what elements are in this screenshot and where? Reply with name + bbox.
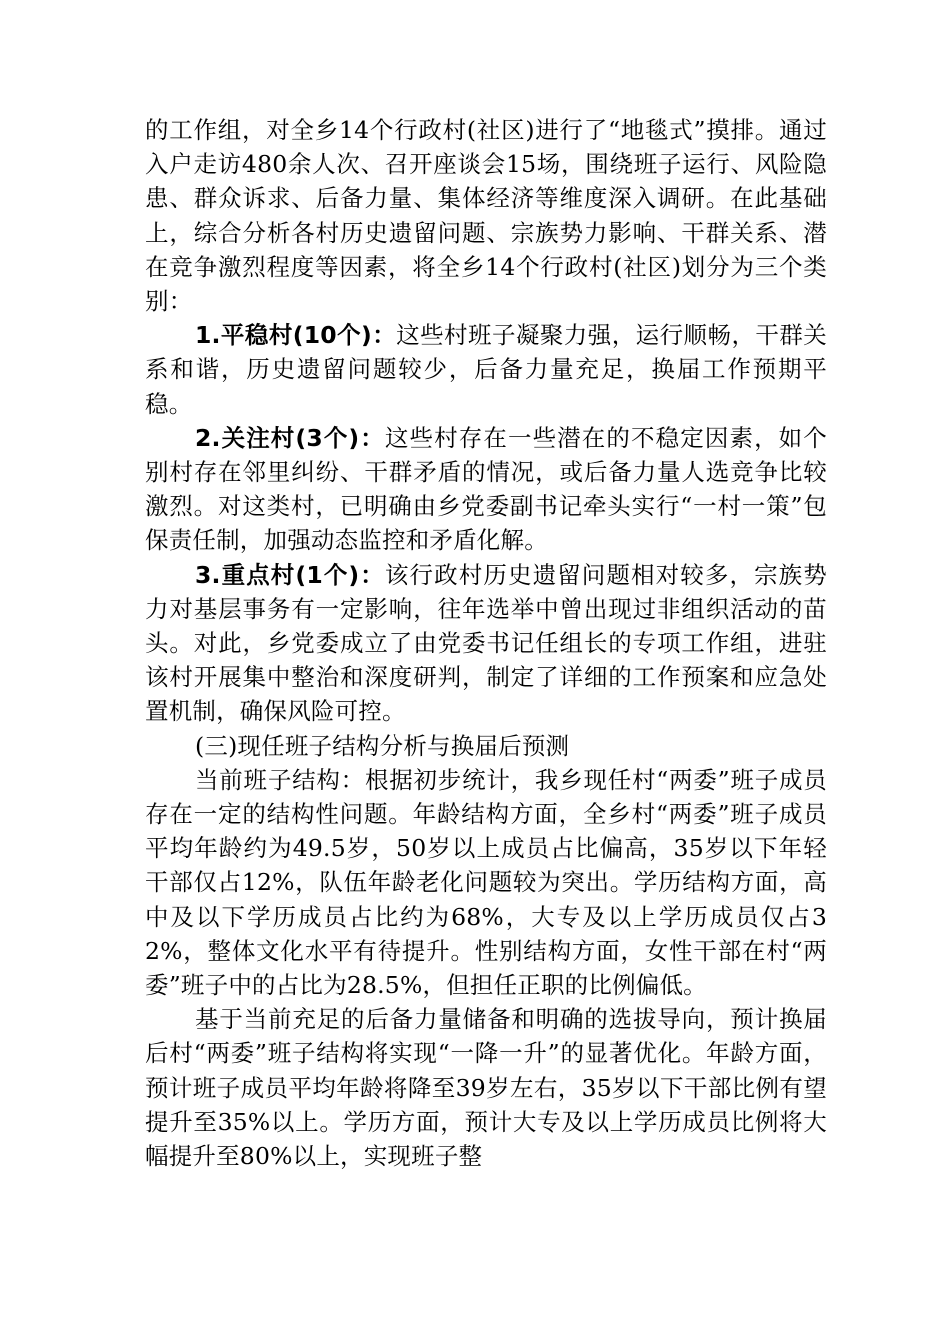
paragraph-text: 这些村存在一些潜在的不稳定因素，如个别村存在邻里纠纷、干群矛盾的情况，或后备力量人选竞争比较激烈。对这类村，已明确由乡党委副书记牵头实行“一村一策”包保责任制，加强动态监控和矛盾化解。 [145, 423, 827, 555]
paragraph-stable-villages [145, 318, 827, 421]
paragraph-attention-villages [145, 421, 827, 558]
paragraph-text: 当前班子结构：根据初步统计，我乡现任村“两委”班子成员存在一定的结构性问题。年龄结构方面，全乡村“两委”班子成员平均年龄约为49.5岁，50岁以上成员占比偏高，35岁以下年轻干部仅占12%，队伍年龄老化问题较为突出。学历结构方面，高中及以下学历成员占比约为68%，大专及以上学历成员仅占32%，整体文化水平有待提升。性别结构方面，女性干部在村“两委”班子中的占比为28.5%，但担任正职的比例偏低。 [145, 765, 827, 1000]
section-heading [145, 729, 827, 763]
paragraph-text: 这些村班子凝聚力强，运行顺畅，干群关系和谐，历史遗留问题较少，后备力量充足，换届工作预期平稳。 [145, 321, 827, 418]
paragraph-text: 该行政村历史遗留问题相对较多，宗族势力对基层事务有一定影响，往年选举中曾出现过非组织活动的苗头。对此，乡党委成立了由党委书记任组长的专项工作组，进驻该村开展集中整治和深度研判，制定了详细的工作预案和应急处置机制，确保风险可控。 [145, 560, 827, 726]
document-page [145, 113, 827, 1173]
paragraph-text: 的工作组，对全乡14个行政村(社区)进行了“地毯式”摸排。通过入户走访480余人次、召开座谈会15场，围绕班子运行、风险隐患、群众诉求、后备力量、集体经济等维度深入调研。在此基础上，综合分析各村历史遗留问题、宗族势力影响、干群关系、潜在竞争激烈程度等因素，将全乡14个行政村(社区)划分为三个类别： [145, 116, 827, 316]
category-label-attention: 2.关注村(3个)： [195, 423, 385, 452]
category-label-stable: 1.平稳村(10个)： [195, 321, 397, 350]
category-label-key: 3.重点村(1个)： [195, 560, 385, 589]
paragraph-current-structure [145, 763, 827, 1002]
paragraph-intro [145, 113, 827, 318]
section-heading-text: (三)现任班子结构分析与换届后预测 [195, 731, 570, 760]
paragraph-forecast [145, 1002, 827, 1173]
paragraph-key-villages [145, 558, 827, 729]
paragraph-text: 基于当前充足的后备力量储备和明确的选拔导向，预计换届后村“两委”班子结构将实现“一降一升”的显著优化。年龄方面，预计班子成员平均年龄将降至39岁左右，35岁以下干部比例有望提升至35%以上。学历方面，预计大专及以上学历成员比例将大幅提升至80%以上，实现班子整 [145, 1005, 827, 1171]
